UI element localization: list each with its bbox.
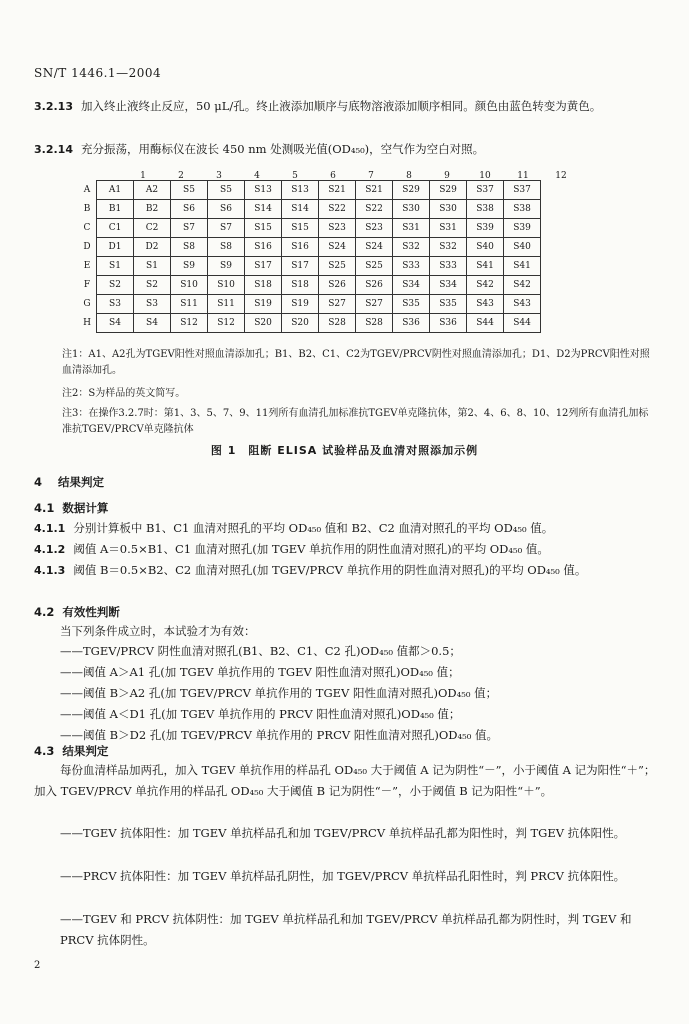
list-item: ——阈值 A＞A1 孔(加 TGEV 单抗作用的 TGEV 阳性血清对照孔)OD₄₅₀ 值； xyxy=(60,665,460,679)
plate-well: S41 xyxy=(467,257,504,276)
plate-column-number: 7 xyxy=(368,171,374,181)
plate-well: S7 xyxy=(171,219,208,238)
plate-well: S11 xyxy=(208,295,245,314)
plate-well: S5 xyxy=(171,181,208,200)
plate-well: S44 xyxy=(467,314,504,333)
plate-well: S9 xyxy=(171,257,208,276)
figure-caption: 图 1 阻断 ELISA 试验样品及血清对照添加示例 xyxy=(210,444,479,457)
plate-well: S14 xyxy=(245,200,282,219)
plate-well: S14 xyxy=(282,200,319,219)
plate-well: S9 xyxy=(208,257,245,276)
list-item: ——阈值 B＞D2 孔(加 TGEV/PRCV 单抗作用的 PRCV 阳性血清对照孔)OD₄₅₀ 值。 xyxy=(60,728,498,742)
plate-well: S10 xyxy=(208,276,245,295)
plate-well: S36 xyxy=(393,314,430,333)
plate-well: S40 xyxy=(504,238,541,257)
plate-well: S12 xyxy=(171,314,208,333)
clause-text: 充分振荡，用酶标仪在波长 450 nm 处测吸光值(OD₄₅₀)，空气作为空白对照。 xyxy=(80,142,485,156)
plate-well: S26 xyxy=(319,276,356,295)
plate-well: S19 xyxy=(282,295,319,314)
plate-well: S17 xyxy=(245,257,282,276)
validity-conditions-list xyxy=(60,641,656,746)
plate-well: S10 xyxy=(171,276,208,295)
clause-3-2-13 xyxy=(34,96,656,117)
plate-well: A1 xyxy=(97,181,134,200)
plate-row xyxy=(78,295,541,314)
plate-well: S39 xyxy=(467,219,504,238)
clause-4-1-2 xyxy=(34,539,656,560)
plate-well: S22 xyxy=(319,200,356,219)
plate-well: S3 xyxy=(134,295,171,314)
clause-number: 3.2.13 xyxy=(34,100,73,113)
plate-well: S32 xyxy=(430,238,467,257)
plate-well: S22 xyxy=(356,200,393,219)
plate-well: S15 xyxy=(245,219,282,238)
plate-well: S41 xyxy=(504,257,541,276)
plate-column-number: 1 xyxy=(140,171,146,181)
plate-well: S6 xyxy=(171,200,208,219)
plate-well: S15 xyxy=(282,219,319,238)
document-header: SN/T 1446.1—2004 xyxy=(34,66,162,80)
plate-well: S33 xyxy=(393,257,430,276)
note-1: 注1：A1、A2孔为TGEV阳性对照血清添加孔；B1、B2、C1、C2为TGEV/PRCV阴性对照血清添加孔；D1、D2为PRCV阳性对照血清添加孔。 xyxy=(62,349,650,376)
plate-well: S5 xyxy=(208,181,245,200)
plate-well: S26 xyxy=(356,276,393,295)
section-4-3-heading xyxy=(34,743,108,759)
plate-well: S7 xyxy=(208,219,245,238)
plate-row-label: C xyxy=(83,223,91,233)
plate-well: S20 xyxy=(282,314,319,333)
plate-row xyxy=(78,276,541,295)
plate-well: S20 xyxy=(245,314,282,333)
clause-text: 阈值 A＝0.5×B1、C1 血清对照孔(加 TGEV 单抗作用的阴性血清对照孔)的平均 OD₄₅₀ 值。 xyxy=(73,542,549,556)
clause-text: 阈值 B＝0.5×B2、C2 血清对照孔(加 TGEV/PRCV 单抗作用的阴性血清对照孔)的平均 OD₄₅₀ 值。 xyxy=(73,563,587,577)
plate-row xyxy=(78,219,541,238)
clause-4-1-1 xyxy=(34,518,656,539)
plate-well: A2 xyxy=(134,181,171,200)
plate-well: S42 xyxy=(504,276,541,295)
plate-well: S39 xyxy=(504,219,541,238)
plate-well: S8 xyxy=(171,238,208,257)
plate-well: S43 xyxy=(467,295,504,314)
plate-well: S36 xyxy=(430,314,467,333)
plate-well: S28 xyxy=(319,314,356,333)
result-item-3: ——TGEV 和 PRCV 抗体阴性：加 TGEV 单抗样品孔和加 TGEV/PRCV 单抗样品孔都为阴性时，判 TGEV 和 PRCV 抗体阴性。 xyxy=(60,912,632,947)
plate-well: S37 xyxy=(467,181,504,200)
plate-well: S44 xyxy=(504,314,541,333)
plate-column-number: 5 xyxy=(292,171,298,181)
section-number: 4.1 xyxy=(34,501,55,515)
list-item: ——阈值 B＞A2 孔(加 TGEV/PRCV 单抗作用的 TGEV 阳性血清对照孔)OD₄₅₀ 值； xyxy=(60,686,498,700)
clause-3-2-14 xyxy=(34,139,656,160)
plate-well: S29 xyxy=(430,181,467,200)
plate-column-number: 4 xyxy=(254,171,260,181)
plate-well: S1 xyxy=(97,257,134,276)
plate-well: D2 xyxy=(134,238,171,257)
section-title: 数据计算 xyxy=(62,501,109,515)
note-2: 注2：S为样品的英文简写。 xyxy=(62,388,186,399)
section-title: 有效性判断 xyxy=(62,605,120,619)
plate-well: C2 xyxy=(134,219,171,238)
plate-well: S17 xyxy=(282,257,319,276)
plate-row xyxy=(78,200,541,219)
plate-well: S38 xyxy=(467,200,504,219)
plate-well: S38 xyxy=(504,200,541,219)
section-title: 结果判定 xyxy=(62,744,109,758)
plate-layout-table xyxy=(78,180,541,333)
note-3: 注3：在操作3.2.7时：第1、3、5、7、9、11列所有血清孔加标准抗TGEV单克隆抗体，第2、4、6、8、10、12列所有血清孔加标准抗TGEV/PRCV单克隆抗体 xyxy=(62,408,649,435)
plate-well: S37 xyxy=(504,181,541,200)
plate-well: S2 xyxy=(97,276,134,295)
plate-well: S29 xyxy=(393,181,430,200)
plate-well: S31 xyxy=(430,219,467,238)
plate-well: S42 xyxy=(467,276,504,295)
plate-column-number: 12 xyxy=(555,171,567,181)
plate-well: S28 xyxy=(356,314,393,333)
plate-row xyxy=(78,314,541,333)
list-item: ——阈值 A＜D1 孔(加 TGEV 单抗作用的 PRCV 阳性血清对照孔)OD₄₅₀ 值； xyxy=(60,707,461,721)
clause-text: 加入终止液终止反应，50 μL/孔。终止液添加顺序与底物溶液添加顺序相同。颜色由蓝色转变为黄色。 xyxy=(80,99,602,113)
plate-row xyxy=(78,181,541,200)
plate-well: S35 xyxy=(430,295,467,314)
clause-number: 4.1.3 xyxy=(34,564,66,577)
plate-well: C1 xyxy=(97,219,134,238)
plate-well: S18 xyxy=(282,276,319,295)
plate-well: S21 xyxy=(356,181,393,200)
plate-well: S18 xyxy=(245,276,282,295)
result-judgement-text: 每份血清样品加两孔，加入 TGEV 单抗作用的样品孔 OD₄₅₀ 大于阈值 A 记为阴性“－”，小于阈值 A 记为阳性“＋”；加入 TGEV/PRCV 单抗作用的样品孔 OD₄₅₀ 大于阈值 B 记为阴性“－”，小于阈值 B 记为阳性“＋”。 xyxy=(34,763,656,798)
plate-well: S30 xyxy=(430,200,467,219)
plate-well: D1 xyxy=(97,238,134,257)
plate-well: S16 xyxy=(245,238,282,257)
plate-row-label: E xyxy=(83,261,91,271)
plate-well: S19 xyxy=(245,295,282,314)
plate-column-number: 10 xyxy=(479,171,491,181)
section-title: 结果判定 xyxy=(58,475,105,489)
plate-well: S35 xyxy=(393,295,430,314)
clause-number: 3.2.14 xyxy=(34,143,73,156)
clause-number: 4.1.2 xyxy=(34,543,66,556)
result-item-2: ——PRCV 抗体阳性：加 TGEV 单抗样品孔阴性，加 TGEV/PRCV 单抗样品孔阳性时，判 PRCV 抗体阳性。 xyxy=(60,869,626,883)
plate-column-number: 11 xyxy=(517,171,529,181)
plate-well: S23 xyxy=(319,219,356,238)
section-number: 4 xyxy=(34,475,43,489)
plate-well: S4 xyxy=(134,314,171,333)
plate-well: S34 xyxy=(430,276,467,295)
plate-well: S33 xyxy=(430,257,467,276)
plate-well: S40 xyxy=(467,238,504,257)
plate-well: S4 xyxy=(97,314,134,333)
plate-well: S12 xyxy=(208,314,245,333)
plate-well: S16 xyxy=(282,238,319,257)
plate-well: S27 xyxy=(319,295,356,314)
plate-row-label: G xyxy=(83,299,91,309)
section-number: 4.2 xyxy=(34,605,55,619)
plate-well: S43 xyxy=(504,295,541,314)
plate-well: S21 xyxy=(319,181,356,200)
plate-well: S25 xyxy=(356,257,393,276)
page-number: 2 xyxy=(34,960,41,971)
plate-column-number: 9 xyxy=(444,171,450,181)
plate-well: S6 xyxy=(208,200,245,219)
plate-well: S8 xyxy=(208,238,245,257)
plate-well: S23 xyxy=(356,219,393,238)
plate-row-label: B xyxy=(83,204,91,214)
plate-well: S27 xyxy=(356,295,393,314)
plate-column-number: 3 xyxy=(216,171,222,181)
section-4-2-heading xyxy=(34,604,120,620)
result-item-1: ——TGEV 抗体阳性：加 TGEV 单抗样品孔和加 TGEV/PRCV 单抗样品孔都为阳性时，判 TGEV 抗体阳性。 xyxy=(60,826,626,840)
clause-text: 分别计算板中 B1、C1 血清对照孔的平均 OD₄₅₀ 值和 B2、C2 血清对照孔的平均 OD₄₅₀ 值。 xyxy=(73,521,554,535)
plate-column-number: 8 xyxy=(406,171,412,181)
plate-row xyxy=(78,238,541,257)
plate-column-number: 2 xyxy=(178,171,184,181)
plate-well: S13 xyxy=(245,181,282,200)
plate-well: S32 xyxy=(393,238,430,257)
list-item: ——TGEV/PRCV 阴性血清对照孔(B1、B2、C1、C2 孔)OD₄₅₀ 值都＞0.5； xyxy=(60,644,461,658)
plate-well: S24 xyxy=(356,238,393,257)
plate-row xyxy=(78,257,541,276)
plate-well: B1 xyxy=(97,200,134,219)
plate-row-label: D xyxy=(83,242,91,252)
clause-4-1-3 xyxy=(34,560,656,581)
plate-row-label: F xyxy=(83,280,91,290)
plate-well: S11 xyxy=(171,295,208,314)
plate-well: S3 xyxy=(97,295,134,314)
section-4-heading xyxy=(34,474,104,490)
plate-well: S31 xyxy=(393,219,430,238)
section-4-1-heading xyxy=(34,500,108,516)
plate-well: S24 xyxy=(319,238,356,257)
plate-well: S13 xyxy=(282,181,319,200)
plate-well: S30 xyxy=(393,200,430,219)
section-number: 4.3 xyxy=(34,744,55,758)
clause-number: 4.1.1 xyxy=(34,522,66,535)
plate-column-number: 6 xyxy=(330,171,336,181)
plate-well: S34 xyxy=(393,276,430,295)
plate-well: S1 xyxy=(134,257,171,276)
plate-row-label: A xyxy=(83,185,91,195)
validity-intro: 当下列条件成立时，本试验才为有效： xyxy=(60,624,256,638)
plate-well: S25 xyxy=(319,257,356,276)
plate-well: S2 xyxy=(134,276,171,295)
plate-well: B2 xyxy=(134,200,171,219)
plate-row-label: H xyxy=(83,318,91,328)
